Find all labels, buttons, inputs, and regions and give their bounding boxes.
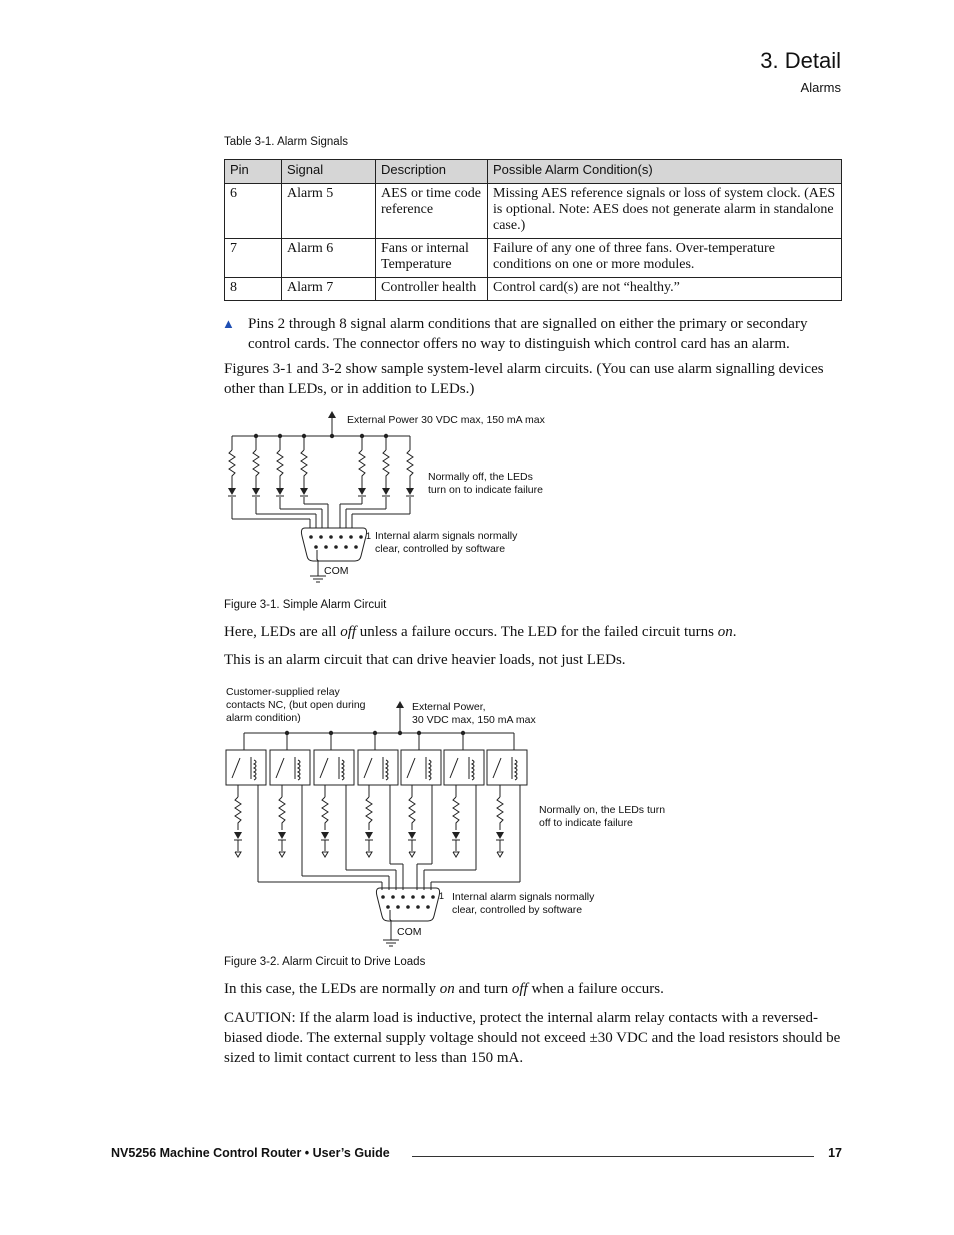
relay-alarm-circuit-diagram: [0, 680, 954, 958]
fig2-relay-note: Customer-supplied relay: [226, 686, 340, 698]
emphasis-off: off: [511, 981, 528, 997]
table-cell: Fans or internal Temperature: [376, 239, 488, 278]
fig2-power-label: 30 VDC max, 150 mA max: [412, 714, 536, 726]
column-header: Signal: [282, 160, 376, 184]
fig2-relay-note: alarm condition): [226, 712, 301, 724]
fig2-led-note: Normally on, the LEDs turn: [539, 804, 666, 816]
after-fig2-paragraph: [224, 979, 844, 999]
figure2-caption: Figure 3-2. Alarm Circuit to Drive Loads: [224, 956, 426, 968]
table-cell: Alarm 7: [282, 278, 376, 301]
fig2-relay-note: contacts NC, (but open during: [226, 699, 366, 711]
alarm-signals-table: [224, 159, 842, 301]
fig2-signal-note: Internal alarm signals normally: [452, 891, 595, 903]
note-text: Pins 2 through 8 signal alarm conditions that are signalled on either the primary or secondary control cards. The connector offers no way to distinguish which control card has an alarm.: [248, 316, 808, 352]
table-cell: AES or time code reference: [376, 184, 488, 239]
footer-rule: [412, 1156, 814, 1157]
table-cell: Controller health: [376, 278, 488, 301]
column-header: Possible Alarm Condition(s): [488, 160, 842, 184]
fig2-led-note: off to indicate failure: [539, 817, 633, 829]
table-cell: Control card(s) are not “healthy.”: [488, 278, 842, 301]
after-fig1-paragraph: [224, 622, 844, 642]
table-header-row: [225, 160, 842, 184]
text-run: .: [732, 624, 737, 640]
figure1-caption: Figure 3-1. Simple Alarm Circuit: [224, 599, 387, 611]
fig2-power-label: External Power,: [412, 701, 486, 713]
fig1-signal-note: Internal alarm signals normally: [375, 530, 518, 542]
section-name: Alarms: [800, 80, 841, 95]
column-header: Description: [376, 160, 488, 184]
text-run: In this case, the LEDs are normally: [224, 981, 440, 997]
chapter-title: 3. Detail: [760, 48, 841, 73]
emphasis-off: off: [340, 624, 357, 640]
table-row: [225, 239, 842, 278]
table-cell: Failure of any one of three fans. Over-temperature conditions on one or more modules.: [488, 239, 842, 278]
emphasis-on: on: [439, 981, 455, 997]
footer-title: NV5256 Machine Control Router • User’s Guide: [111, 1146, 390, 1160]
text-run: unless a failure occurs. The LED for the failed circuit turns: [356, 624, 718, 640]
page-number: 17: [828, 1146, 842, 1160]
text-run: Here, LEDs are all: [224, 624, 341, 640]
fig1-led-note: turn on to indicate failure: [428, 484, 543, 496]
fig1-led-note: Normally off, the LEDs: [428, 471, 533, 483]
caution-paragraph: CAUTION: If the alarm load is inductive, protect the internal alarm relay contacts with a reversed-biased diode. The external supply voltage should not exceed ±30 VDC and the load resistors should be sized to limit contact current to less than 150 mA.: [224, 1010, 841, 1066]
fig1-com-label: COM: [324, 565, 349, 577]
table-cell: Missing AES reference signals or loss of system clock. (AES is optional. Note: AES does not generate alarm in standalone case.): [488, 184, 842, 239]
table-row: [225, 184, 842, 239]
table-caption: Table 3-1. Alarm Signals: [224, 136, 349, 148]
table-cell: 8: [225, 278, 282, 301]
text-run: when a failure occurs.: [527, 981, 664, 997]
heavier-loads-paragraph: This is an alarm circuit that can drive heavier loads, not just LEDs.: [224, 652, 626, 668]
note-paragraph: [224, 314, 844, 354]
table-cell: Alarm 5: [282, 184, 376, 239]
simple-alarm-circuit-diagram: [0, 400, 954, 600]
table-row: [225, 278, 842, 301]
fig2-pin-one: 1: [439, 891, 445, 901]
intro-paragraph: Figures 3-1 and 3-2 show sample system-level alarm circuits. (You can use alarm signalling devices other than LEDs, or in addition to LEDs.): [224, 361, 824, 397]
fig2-signal-note: clear, controlled by software: [452, 904, 583, 916]
table-cell: 7: [225, 239, 282, 278]
text-run: and turn: [454, 981, 512, 997]
emphasis-on: on: [717, 624, 733, 640]
table-cell: 6: [225, 184, 282, 239]
fig1-signal-note: clear, controlled by software: [375, 543, 506, 555]
column-header: Pin: [225, 160, 282, 184]
fig1-pin-one: 1: [366, 531, 372, 541]
fig2-com-label: COM: [397, 926, 422, 938]
fig1-power-label: External Power 30 VDC max, 150 mA max: [347, 414, 545, 426]
triangle-note-icon: ▲: [222, 316, 235, 331]
table-cell: Alarm 6: [282, 239, 376, 278]
